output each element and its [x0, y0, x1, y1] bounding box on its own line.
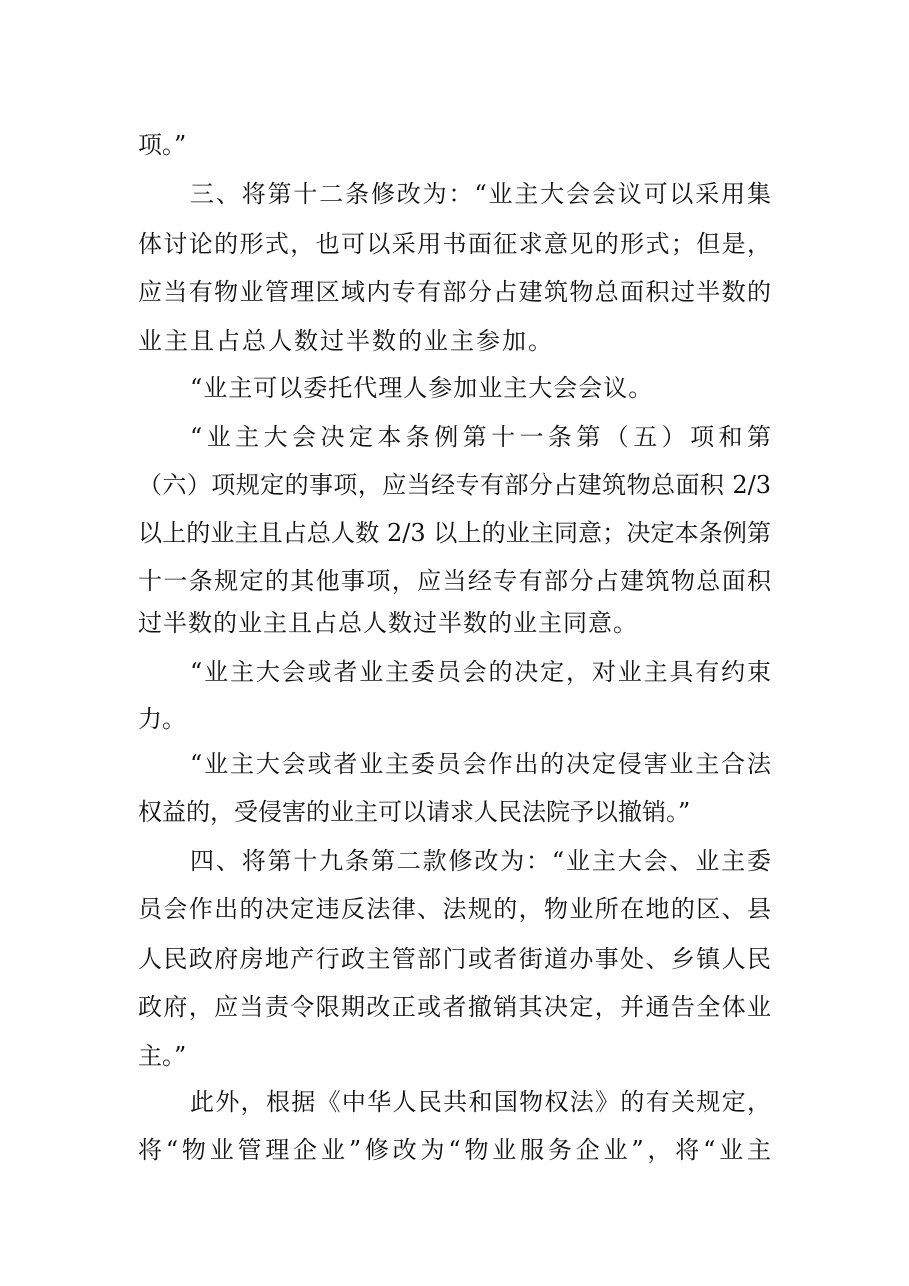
text-line — [0, 599, 909, 647]
line-text: 以上的业主且占总人数 2/3 以上的业主同意；决定本条例第 — [138, 519, 771, 547]
text-line — [0, 557, 909, 605]
line-text: 政府，应当责令限期改正或者撤销其决定，并通告全体业 — [138, 993, 771, 1021]
text-line — [0, 740, 909, 788]
text-line — [0, 837, 909, 885]
line-text: 人民政府房地产行政主管部门或者街道办事处、乡镇人民 — [138, 945, 771, 973]
text-line — [0, 983, 909, 1031]
line-text: 主。” — [138, 1042, 187, 1070]
text-line — [0, 1126, 909, 1174]
line-text: “业主大会或者业主委员会作出的决定侵害业主合法 — [190, 750, 771, 778]
line-text: 十一条规定的其他事项，应当经专有部分占建筑物总面积 — [138, 567, 771, 595]
line-text: 项。” — [138, 131, 187, 159]
text-line — [0, 170, 909, 218]
line-text: 此外，根据《中华人民共和国物权法》的有关规定， — [190, 1088, 771, 1116]
text-line — [0, 317, 909, 365]
text-line — [0, 885, 909, 933]
text-line — [0, 121, 909, 169]
line-text: 将“物业管理企业”修改为“物业服务企业”，将“业主 — [138, 1136, 771, 1164]
text-line — [0, 935, 909, 983]
line-text: 权益的，受侵害的业主可以请求人民法院予以撤销。” — [138, 798, 691, 826]
text-line — [0, 648, 909, 696]
line-text: 业主且占总人数过半数的业主参加。 — [138, 327, 554, 355]
line-text: “业主大会决定本条例第十一条第（五）项和第 — [190, 423, 771, 451]
line-text: “业主大会或者业主委员会的决定，对业主具有约束 — [190, 658, 771, 686]
line-text: （六）项规定的事项，应当经专有部分占建筑物总面积 2/3 — [138, 471, 771, 499]
text-line — [0, 364, 909, 412]
line-text: 四、将第十九条第二款修改为：“业主大会、业主委 — [190, 847, 771, 875]
line-text: 应当有物业管理区域内专有部分占建筑物总面积过半数的 — [138, 278, 771, 306]
line-text: 员会作出的决定违反法律、法规的，物业所在地的区、县 — [138, 895, 771, 923]
text-line — [0, 268, 909, 316]
line-text: 三、将第十二条修改为：“业主大会会议可以采用集 — [190, 180, 771, 208]
text-line — [0, 461, 909, 509]
text-line — [0, 1078, 909, 1126]
text-line — [0, 509, 909, 557]
line-text: “业主可以委托代理人参加业主大会会议。 — [190, 374, 654, 402]
line-text: 体讨论的形式，也可以采用书面征求意见的形式；但是， — [138, 230, 771, 258]
text-line — [0, 1032, 909, 1080]
text-line — [0, 220, 909, 268]
text-line — [0, 413, 909, 461]
text-line — [0, 788, 909, 836]
line-text: 力。 — [138, 705, 186, 733]
line-text: 过半数的业主且占总人数过半数的业主同意。 — [138, 609, 638, 637]
text-line — [0, 695, 909, 743]
